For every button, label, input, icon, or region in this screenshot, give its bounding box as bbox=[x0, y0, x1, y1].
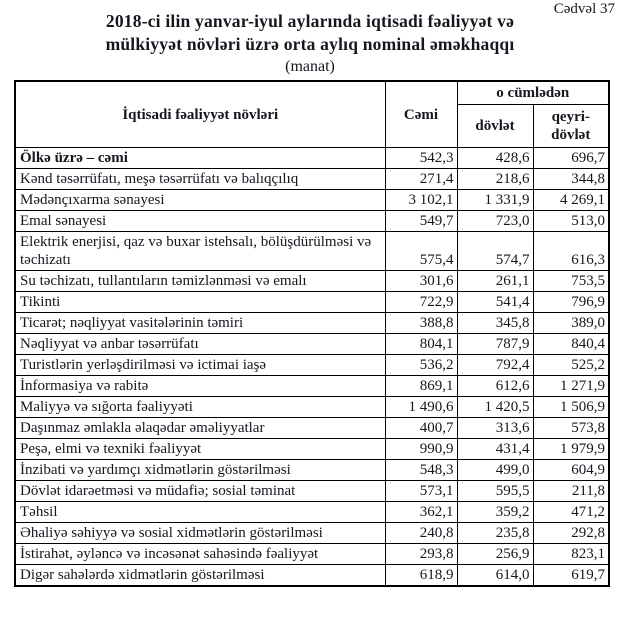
non-state-value-cell: 616,3 bbox=[533, 232, 609, 271]
non-state-value-cell: 1 271,9 bbox=[533, 376, 609, 397]
total-value-cell: 271,4 bbox=[385, 169, 457, 190]
state-value-cell: 792,4 bbox=[457, 355, 533, 376]
table-row bbox=[15, 523, 609, 544]
non-state-value-cell: 389,0 bbox=[533, 313, 609, 334]
state-value-cell: 499,0 bbox=[457, 460, 533, 481]
total-value-cell: 804,1 bbox=[385, 334, 457, 355]
state-value-cell: 313,6 bbox=[457, 418, 533, 439]
activity-name-cell: Emal sənayesi bbox=[15, 211, 385, 232]
total-value-cell: 722,9 bbox=[385, 292, 457, 313]
activity-name-cell: Tikinti bbox=[15, 292, 385, 313]
activity-name-cell: Turistlərin yerləşdirilməsi və ictimai iaşə bbox=[15, 355, 385, 376]
title-line-2: mülkiyyət növləri üzrə orta aylıq nominal əməkhaqqı bbox=[105, 34, 515, 54]
total-value-cell: 990,9 bbox=[385, 439, 457, 460]
activity-name-cell: Dövlət idarəetməsi və müdafiə; sosial təminat bbox=[15, 481, 385, 502]
table-row bbox=[15, 418, 609, 439]
header-including: o cümlədən bbox=[457, 81, 609, 105]
total-value-cell: 549,7 bbox=[385, 211, 457, 232]
table-row bbox=[15, 271, 609, 292]
total-value-cell: 1 490,6 bbox=[385, 397, 457, 418]
table-row bbox=[15, 292, 609, 313]
table-row bbox=[15, 232, 609, 271]
table-row bbox=[15, 439, 609, 460]
activity-name-cell: Əhaliyə səhiyyə və sosial xidmətlərin göstərilməsi bbox=[15, 523, 385, 544]
unit-note: (manat) bbox=[285, 58, 335, 75]
total-value-cell: 362,1 bbox=[385, 502, 457, 523]
table-row bbox=[15, 211, 609, 232]
total-value-cell: 536,2 bbox=[385, 355, 457, 376]
activity-name-cell: İnformasiya və rabitə bbox=[15, 376, 385, 397]
table-row bbox=[15, 376, 609, 397]
activity-name-cell: Digər sahələrdə xidmətlərin göstərilməsi bbox=[15, 565, 385, 587]
header-activity-types: İqtisadi fəaliyyət növləri bbox=[15, 81, 385, 148]
activity-name-cell: Ticarət; nəqliyyat vasitələrinin təmiri bbox=[15, 313, 385, 334]
state-value-cell: 541,4 bbox=[457, 292, 533, 313]
total-value-cell: 388,8 bbox=[385, 313, 457, 334]
non-state-value-cell: 525,2 bbox=[533, 355, 609, 376]
activity-name-cell: İnzibati və yardımçı xidmətlərin göstərilməsi bbox=[15, 460, 385, 481]
table-row bbox=[15, 148, 609, 169]
table-row bbox=[15, 397, 609, 418]
table-header bbox=[15, 81, 609, 148]
non-state-value-cell: 1 506,9 bbox=[533, 397, 609, 418]
activity-name-cell: Daşınmaz əmlakla əlaqədar əməliyyatlar bbox=[15, 418, 385, 439]
non-state-value-cell: 696,7 bbox=[533, 148, 609, 169]
header-total: Cəmi bbox=[385, 81, 457, 148]
total-value-cell: 240,8 bbox=[385, 523, 457, 544]
table-number-caption: Cədvəl 37 bbox=[553, 1, 615, 17]
state-value-cell: 614,0 bbox=[457, 565, 533, 587]
table-row bbox=[15, 313, 609, 334]
total-value-cell: 575,4 bbox=[385, 232, 457, 271]
total-value-cell: 542,3 bbox=[385, 148, 457, 169]
header-non-state: qeyri-dövlət bbox=[533, 105, 609, 148]
table-row bbox=[15, 544, 609, 565]
state-value-cell: 1 420,5 bbox=[457, 397, 533, 418]
non-state-value-cell: 753,5 bbox=[533, 271, 609, 292]
state-value-cell: 256,9 bbox=[457, 544, 533, 565]
document-title bbox=[40, 10, 580, 56]
non-state-value-cell: 796,9 bbox=[533, 292, 609, 313]
activity-name-cell: İstirahət, əyləncə və incəsənət sahəsində fəaliyyət bbox=[15, 544, 385, 565]
state-value-cell: 1 331,9 bbox=[457, 190, 533, 211]
total-value-cell: 548,3 bbox=[385, 460, 457, 481]
total-value-cell: 293,8 bbox=[385, 544, 457, 565]
title-line-1: 2018-ci ilin yanvar-iyul aylarında iqtisadi fəaliyyət və bbox=[105, 11, 515, 31]
state-value-cell: 359,2 bbox=[457, 502, 533, 523]
non-state-value-cell: 619,7 bbox=[533, 565, 609, 587]
total-value-cell: 301,6 bbox=[385, 271, 457, 292]
non-state-value-cell: 604,9 bbox=[533, 460, 609, 481]
table-body bbox=[15, 148, 609, 587]
state-value-cell: 235,8 bbox=[457, 523, 533, 544]
non-state-value-cell: 573,8 bbox=[533, 418, 609, 439]
activity-name-cell: Peşə, elmi və texniki fəaliyyət bbox=[15, 439, 385, 460]
table-row bbox=[15, 355, 609, 376]
table-row bbox=[15, 460, 609, 481]
activity-name-cell: Su təchizatı, tullantıların təmizlənməsi və emalı bbox=[15, 271, 385, 292]
activity-name-cell: Nəqliyyat və anbar təsərrüfatı bbox=[15, 334, 385, 355]
total-value-cell: 573,1 bbox=[385, 481, 457, 502]
header-state: dövlət bbox=[457, 105, 533, 148]
state-value-cell: 345,8 bbox=[457, 313, 533, 334]
state-value-cell: 431,4 bbox=[457, 439, 533, 460]
state-value-cell: 574,7 bbox=[457, 232, 533, 271]
total-value-cell: 618,9 bbox=[385, 565, 457, 587]
state-value-cell: 218,6 bbox=[457, 169, 533, 190]
non-state-value-cell: 513,0 bbox=[533, 211, 609, 232]
activity-name-cell: Maliyyə və sığorta fəaliyyəti bbox=[15, 397, 385, 418]
non-state-value-cell: 823,1 bbox=[533, 544, 609, 565]
table-row bbox=[15, 502, 609, 523]
state-value-cell: 428,6 bbox=[457, 148, 533, 169]
total-value-cell: 869,1 bbox=[385, 376, 457, 397]
non-state-value-cell: 1 979,9 bbox=[533, 439, 609, 460]
activity-name-cell: Mədənçıxarma sənayesi bbox=[15, 190, 385, 211]
table-row bbox=[15, 565, 609, 587]
state-value-cell: 723,0 bbox=[457, 211, 533, 232]
activity-name-cell: Ölkə üzrə – cəmi bbox=[15, 148, 385, 169]
wages-table bbox=[14, 80, 610, 587]
activity-name-cell: Elektrik enerjisi, qaz və buxar istehsalı, bölüşdürülməsi və təchizatı bbox=[15, 232, 385, 271]
non-state-value-cell: 840,4 bbox=[533, 334, 609, 355]
activity-name-cell: Kənd təsərrüfatı, meşə təsərrüfatı və balıqçılıq bbox=[15, 169, 385, 190]
state-value-cell: 612,6 bbox=[457, 376, 533, 397]
state-value-cell: 261,1 bbox=[457, 271, 533, 292]
activity-name-cell: Təhsil bbox=[15, 502, 385, 523]
document-page bbox=[0, 1, 620, 617]
non-state-value-cell: 471,2 bbox=[533, 502, 609, 523]
state-value-cell: 595,5 bbox=[457, 481, 533, 502]
non-state-value-cell: 344,8 bbox=[533, 169, 609, 190]
non-state-value-cell: 4 269,1 bbox=[533, 190, 609, 211]
state-value-cell: 787,9 bbox=[457, 334, 533, 355]
non-state-value-cell: 292,8 bbox=[533, 523, 609, 544]
total-value-cell: 3 102,1 bbox=[385, 190, 457, 211]
table-row bbox=[15, 481, 609, 502]
table-row bbox=[15, 190, 609, 211]
non-state-value-cell: 211,8 bbox=[533, 481, 609, 502]
total-value-cell: 400,7 bbox=[385, 418, 457, 439]
table-row bbox=[15, 334, 609, 355]
table-row bbox=[15, 169, 609, 190]
